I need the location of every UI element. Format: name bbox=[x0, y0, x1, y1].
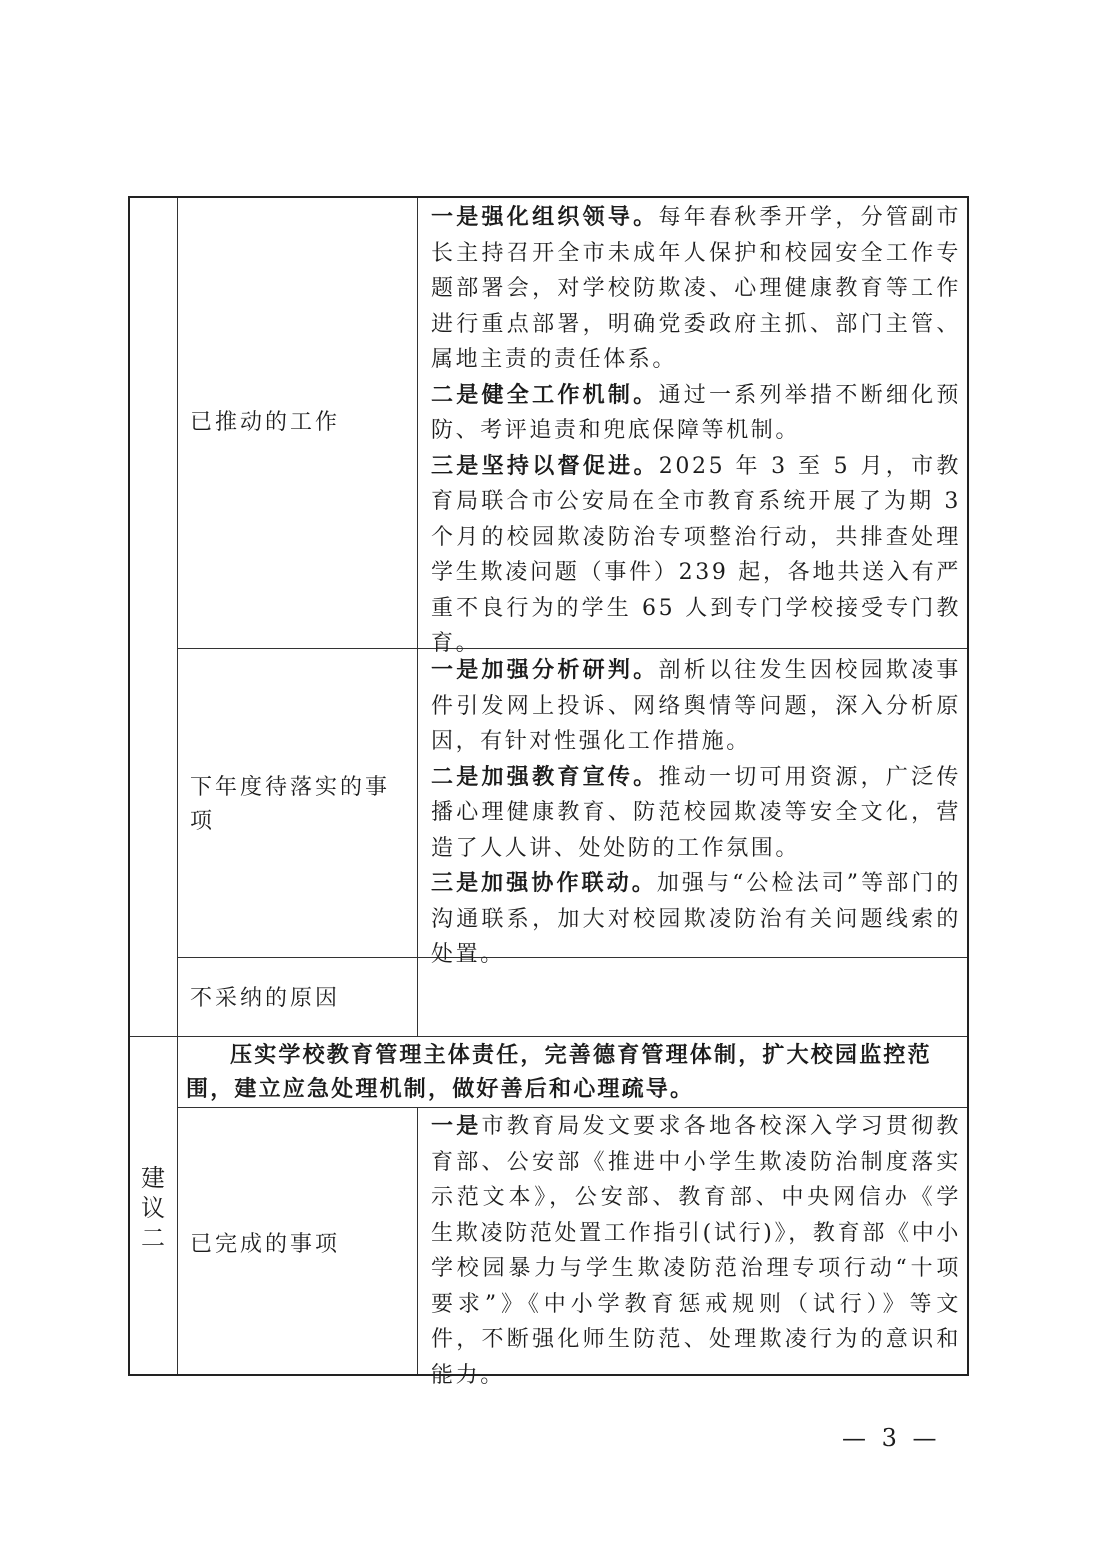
row-divider-4 bbox=[177, 1107, 967, 1108]
completed-content bbox=[431, 1109, 961, 1393]
column-divider-outer bbox=[177, 198, 178, 1374]
done-work-content bbox=[431, 200, 961, 662]
next-year-content bbox=[431, 653, 961, 973]
next-year-item-1: 一是加强分析研判。剖析以往发生因校园欺凌事件引发网上投诉、网络舆情等问题，深入分析原因，有针对性强化工作措施。 bbox=[431, 658, 962, 754]
next-year-item-2: 二是加强教育宣传。推动一切可用资源，广泛传播心理健康教育、防范校园欺凌等安全文化，营造了人人讲、处处防的工作氛围。 bbox=[431, 764, 962, 861]
page-number: — 3 — bbox=[842, 1424, 941, 1452]
row-divider-3 bbox=[130, 1036, 967, 1037]
not-adopted-label: 不采纳的原因 bbox=[190, 986, 341, 1011]
suggestion-heading: 压实学校教育管理主体责任，完善德育管理体制，扩大校园监控范围，建立应急处理机制，做好善后和心理疏导。 bbox=[186, 1043, 932, 1102]
column-divider-label-2 bbox=[417, 1107, 418, 1374]
next-year-label: 下年度待落实的事项 bbox=[190, 775, 391, 834]
done-work-item-1: 一是强化组织领导。每年春秋季开学，分管副市长主持召开全市未成年人保护和校园安全工作专题部署会，对学校防欺凌、心理健康教育等工作进行重点部署，明确党委政府主抓、部门主管、属地主责的责任体系。 bbox=[431, 205, 962, 372]
column-divider-label bbox=[417, 198, 418, 1036]
document-table bbox=[128, 196, 969, 1388]
completed-item-1: 一是市教育局发文要求各地各校深入学习贯彻教育部、公安部《推进中小学生欺凌防治制度落实示范文本》，公安部、教育部、中央网信办《学生欺凌防范处置工作指引(试行)》，教育部《中小学校园暴力与学生欺凌防范治理专项行动“十项要求”》《中小学教育惩戒规则（试行）》等文件，不断强化师生防范、处理欺凌行为的意识和能力。 bbox=[431, 1114, 961, 1388]
next-year-item-3: 三是加强协作联动。加强与“公检法司”等部门的沟通联系，加大对校园欺凌防治有关问题线索的处置。 bbox=[431, 871, 962, 967]
done-work-item-3: 三是坚持以督促进。2025 年 3 至 5 月，市教育局联合市公安局在全市教育系统开展了为期 3 个月的校园欺凌防治专项整治行动，共排查处理学生欺凌问题（事件）239 起，各地共送入有严重不良行为的学生 65 人到专门学校接受专门教育。 bbox=[431, 453, 962, 656]
done-work-label: 已推动的工作 bbox=[190, 410, 341, 435]
done-work-item-2: 二是健全工作机制。通过一系列举措不断细化预防、考评追责和兜底保障等机制。 bbox=[431, 382, 962, 443]
completed-label: 已完成的事项 bbox=[190, 1232, 341, 1257]
suggestion-side-label: 建议二 bbox=[141, 1164, 165, 1252]
